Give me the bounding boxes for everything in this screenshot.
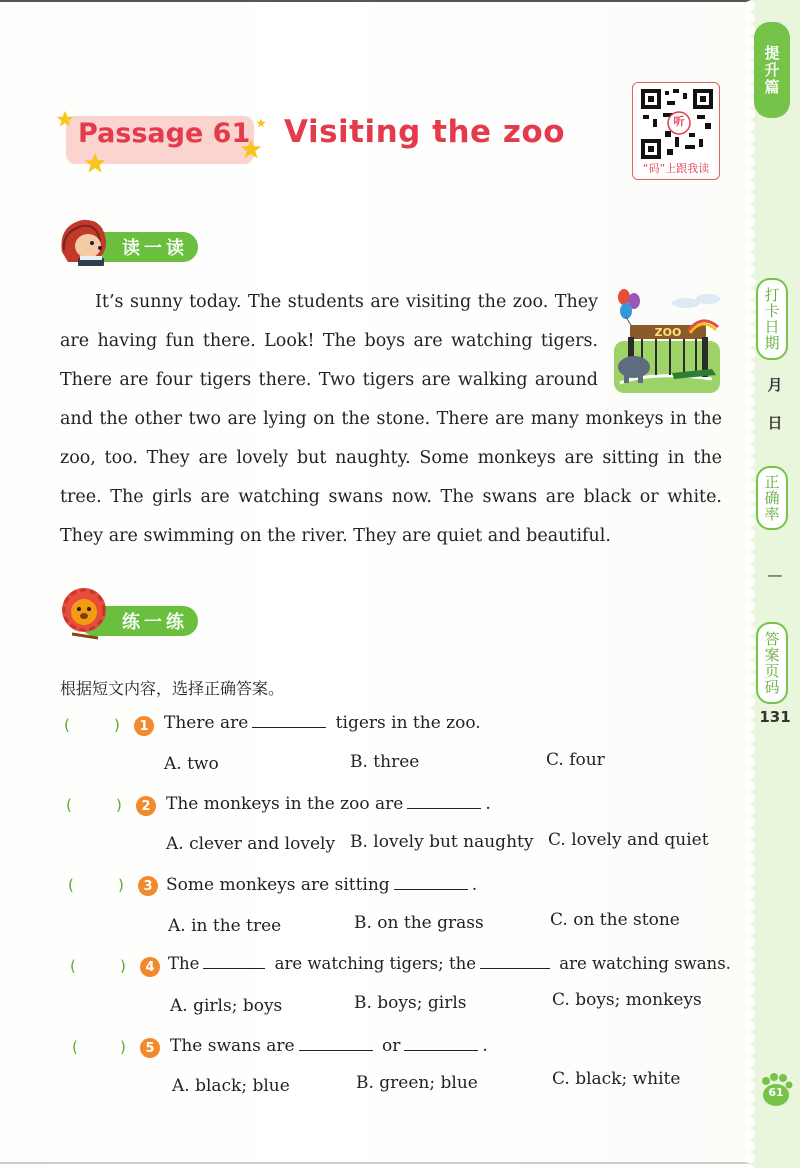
option-c: C. lovely and quiet bbox=[548, 830, 709, 850]
answer-paren-close: ) bbox=[114, 716, 120, 734]
zoo-sign: ZOO bbox=[654, 326, 682, 339]
star-icon bbox=[84, 152, 106, 174]
answer-blank bbox=[404, 1037, 478, 1051]
question-number-badge: 2 bbox=[136, 796, 156, 816]
answer-paren-close: ) bbox=[120, 1038, 126, 1056]
question-text: The swans are or . bbox=[170, 1036, 488, 1056]
answer-blank bbox=[407, 795, 481, 809]
sidebar-tab-level: 提升篇 bbox=[754, 22, 790, 118]
question-text: The monkeys in the zoo are . bbox=[166, 794, 491, 814]
answer-paren-close: ) bbox=[120, 957, 126, 975]
answer-slot-2[interactable] bbox=[74, 796, 112, 816]
answer-slot-1[interactable] bbox=[72, 716, 110, 736]
top-border bbox=[0, 0, 750, 2]
practice-section-header: 练一练 bbox=[80, 606, 198, 636]
passage-text: It’s sunny today. The students are visiting the zoo. They are having fun there. Look! The boys are watching tigers. There are four tigers there. Two tigers are walking around and the other two are lying on the stone. There are many monkeys in the zoo, too. They are lovely but naughty. Some monkeys are sitting in the tree. The girls are watching swans now. The swans are black or white. They are swimming on the river. They are quiet and beautiful. bbox=[60, 292, 722, 546]
answer-slot-3[interactable] bbox=[76, 876, 114, 896]
option-a: A. girls; boys bbox=[170, 996, 283, 1016]
right-sidebar bbox=[750, 0, 800, 1168]
answer-paren-open: ( bbox=[66, 796, 72, 814]
page-number: 61 bbox=[768, 1086, 784, 1099]
option-b: B. lovely but naughty bbox=[350, 832, 534, 852]
option-b: B. on the grass bbox=[354, 913, 484, 933]
option-a: A. clever and lovely bbox=[166, 834, 336, 854]
lion-icon bbox=[58, 586, 114, 642]
option-b: B. three bbox=[350, 752, 420, 772]
question-number-badge: 4 bbox=[140, 957, 160, 977]
answer-paren-open: ( bbox=[68, 876, 74, 894]
question-text: Some monkeys are sitting . bbox=[166, 875, 478, 895]
bottom-border bbox=[0, 1162, 800, 1164]
option-a: A. two bbox=[164, 754, 219, 774]
option-a: A. black; blue bbox=[172, 1076, 290, 1096]
option-c: C. four bbox=[546, 750, 605, 770]
option-c: C. on the stone bbox=[550, 910, 680, 930]
passage-number: Passage 61 bbox=[78, 118, 251, 149]
answer-paren-open: ( bbox=[72, 1038, 78, 1056]
option-b: B. green; blue bbox=[356, 1073, 478, 1093]
answer-paren-open: ( bbox=[64, 716, 70, 734]
answer-paren-open: ( bbox=[70, 957, 76, 975]
answer-page-label: 答案页码 bbox=[756, 622, 788, 704]
page-title: Visiting the zoo bbox=[284, 114, 565, 150]
qr-caption: “码”上跟我读 bbox=[642, 162, 710, 175]
answer-paren-close: ) bbox=[116, 796, 122, 814]
answer-blank bbox=[203, 955, 265, 969]
option-c: C. boys; monkeys bbox=[552, 990, 702, 1010]
question-text: The are watching tigers; the are watching swans. bbox=[168, 954, 731, 973]
instruction-text: 根据短文内容，选择正确答案。 bbox=[60, 679, 285, 698]
answer-slot-4[interactable] bbox=[78, 957, 116, 977]
question-text: There are tigers in the zoo. bbox=[164, 713, 481, 733]
option-a: A. in the tree bbox=[168, 916, 282, 936]
answer-blank bbox=[252, 714, 326, 728]
question-number-badge: 3 bbox=[138, 876, 158, 896]
answer-blank bbox=[480, 955, 550, 969]
listen-label: 听 bbox=[673, 115, 685, 128]
reading-passage bbox=[60, 283, 722, 556]
answer-paren-close: ) bbox=[118, 876, 124, 894]
answer-blank bbox=[394, 876, 468, 890]
option-b: B. boys; girls bbox=[354, 993, 467, 1013]
month-label: 月 bbox=[767, 376, 783, 394]
answer-page-number: 131 bbox=[759, 708, 791, 726]
answer-slot-5[interactable] bbox=[80, 1038, 118, 1058]
checkin-date-label: 打卡日期 bbox=[756, 278, 788, 360]
answer-blank bbox=[299, 1037, 373, 1051]
question-number-badge: 1 bbox=[134, 716, 154, 736]
star-icon bbox=[56, 110, 74, 128]
option-c: C. black; white bbox=[552, 1069, 681, 1089]
zoo-illustration bbox=[612, 287, 722, 395]
day-label: 日 bbox=[767, 414, 783, 432]
read-section-header: 读一读 bbox=[80, 232, 198, 262]
accuracy-label: 正确率 bbox=[756, 466, 788, 530]
accuracy-dash: — bbox=[767, 566, 783, 584]
hedgehog-reading-icon bbox=[54, 212, 112, 270]
question-number-badge: 5 bbox=[140, 1038, 160, 1058]
star-icon bbox=[256, 118, 266, 128]
